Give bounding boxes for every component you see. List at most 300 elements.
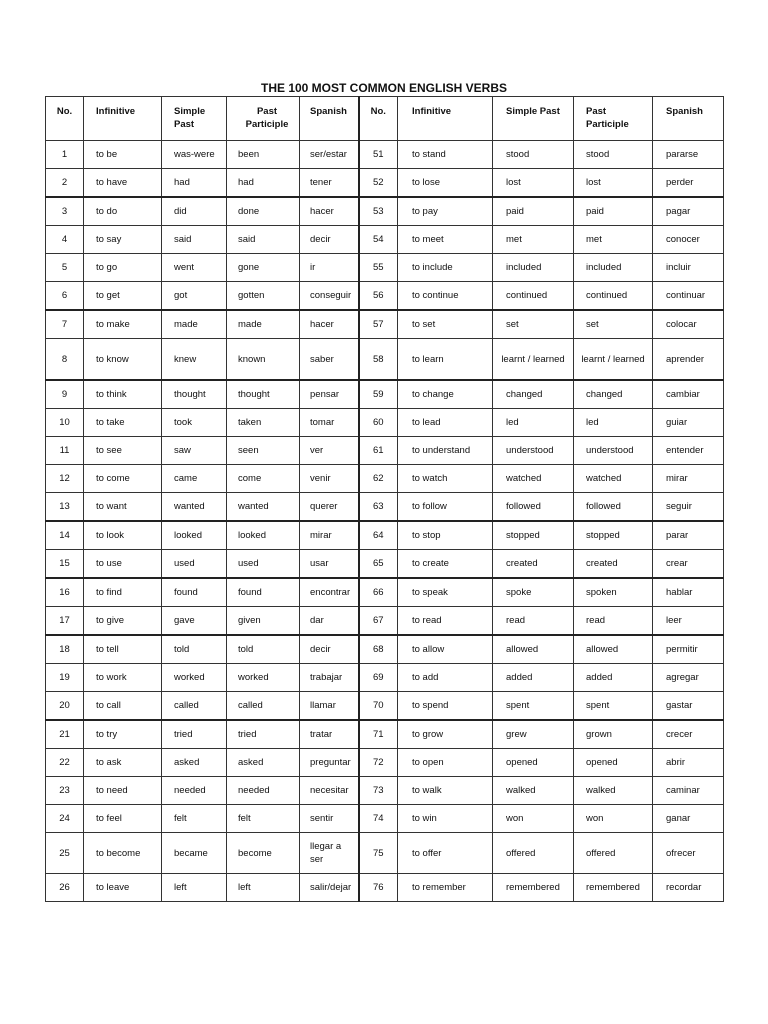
verb-number: 2	[46, 169, 84, 198]
verb-simple-past: changed	[493, 380, 574, 409]
verb-simple-past: stopped	[493, 521, 574, 550]
verb-spanish: tener	[300, 169, 359, 198]
table-row	[46, 578, 724, 607]
verb-spanish: ir	[300, 254, 359, 282]
verb-number: 71	[359, 720, 398, 749]
verb-past-participle: spent	[574, 692, 653, 721]
verb-infinitive: to work	[84, 664, 162, 692]
verb-spanish: entender	[653, 437, 724, 465]
verb-spanish: conocer	[653, 226, 724, 254]
table-row	[46, 607, 724, 636]
table-row	[46, 282, 724, 311]
verb-spanish: perder	[653, 169, 724, 198]
verb-number: 65	[359, 550, 398, 579]
verb-past-participle: tried	[227, 720, 300, 749]
verb-infinitive: to go	[84, 254, 162, 282]
verb-spanish: salir/dejar	[300, 874, 359, 902]
table-row	[46, 692, 724, 721]
verb-infinitive: to speak	[398, 578, 493, 607]
verb-number: 18	[46, 635, 84, 664]
verb-simple-past: tried	[162, 720, 227, 749]
verb-infinitive: to be	[84, 141, 162, 169]
verb-spanish: tomar	[300, 409, 359, 437]
verb-number: 19	[46, 664, 84, 692]
verb-simple-past: did	[162, 197, 227, 226]
verb-infinitive: to want	[84, 493, 162, 522]
verb-number: 60	[359, 409, 398, 437]
verb-infinitive: to tell	[84, 635, 162, 664]
document-title: THE 100 MOST COMMON ENGLISH VERBS	[260, 81, 508, 95]
verb-past-participle: left	[227, 874, 300, 902]
verb-past-participle: had	[227, 169, 300, 198]
verb-simple-past: remembered	[493, 874, 574, 902]
verb-infinitive: to see	[84, 437, 162, 465]
table-row	[46, 254, 724, 282]
verb-past-participle: read	[574, 607, 653, 636]
table-row	[46, 493, 724, 522]
verb-number: 56	[359, 282, 398, 311]
verb-number: 53	[359, 197, 398, 226]
verb-spanish: continuar	[653, 282, 724, 311]
verb-past-participle: become	[227, 833, 300, 874]
verb-past-participle: worked	[227, 664, 300, 692]
verb-number: 75	[359, 833, 398, 874]
verb-number: 74	[359, 805, 398, 833]
verb-past-participle: walked	[574, 777, 653, 805]
verb-simple-past: created	[493, 550, 574, 579]
verb-past-participle: learnt / learned	[574, 339, 653, 381]
verb-number: 68	[359, 635, 398, 664]
verb-simple-past: spent	[493, 692, 574, 721]
verb-number: 8	[46, 339, 84, 381]
verb-infinitive: to lose	[398, 169, 493, 198]
verb-simple-past: met	[493, 226, 574, 254]
verb-number: 58	[359, 339, 398, 381]
verb-past-participle: found	[227, 578, 300, 607]
verb-past-participle: watched	[574, 465, 653, 493]
verb-simple-past: used	[162, 550, 227, 579]
verb-past-participle: made	[227, 310, 300, 339]
verb-past-participle: needed	[227, 777, 300, 805]
verb-infinitive: to grow	[398, 720, 493, 749]
verb-number: 54	[359, 226, 398, 254]
table-row	[46, 833, 724, 874]
verb-past-participle: known	[227, 339, 300, 381]
verb-spanish: encontrar	[300, 578, 359, 607]
verb-infinitive: to follow	[398, 493, 493, 522]
header-no: No.	[46, 97, 84, 141]
verb-simple-past: found	[162, 578, 227, 607]
verb-spanish: sentir	[300, 805, 359, 833]
table-row	[46, 664, 724, 692]
verb-simple-past: felt	[162, 805, 227, 833]
table-row	[46, 197, 724, 226]
verb-infinitive: to become	[84, 833, 162, 874]
verb-simple-past: added	[493, 664, 574, 692]
verb-spanish: ver	[300, 437, 359, 465]
verb-spanish: ganar	[653, 805, 724, 833]
verb-number: 72	[359, 749, 398, 777]
verb-past-participle: allowed	[574, 635, 653, 664]
verb-infinitive: to lead	[398, 409, 493, 437]
verb-number: 7	[46, 310, 84, 339]
verb-number: 73	[359, 777, 398, 805]
verb-infinitive: to set	[398, 310, 493, 339]
verb-simple-past: called	[162, 692, 227, 721]
verb-number: 70	[359, 692, 398, 721]
verb-simple-past: lost	[493, 169, 574, 198]
table-row	[46, 550, 724, 579]
verb-spanish: pagar	[653, 197, 724, 226]
verb-number: 5	[46, 254, 84, 282]
header-infinitive-2: Infinitive	[398, 97, 493, 141]
verb-past-participle: opened	[574, 749, 653, 777]
verb-spanish: hablar	[653, 578, 724, 607]
verb-simple-past: paid	[493, 197, 574, 226]
verb-infinitive: to stand	[398, 141, 493, 169]
verb-infinitive: to ask	[84, 749, 162, 777]
verb-simple-past: spoke	[493, 578, 574, 607]
verb-number: 69	[359, 664, 398, 692]
verb-number: 20	[46, 692, 84, 721]
verb-spanish: saber	[300, 339, 359, 381]
verb-simple-past: looked	[162, 521, 227, 550]
verb-spanish: venir	[300, 465, 359, 493]
table-row	[46, 720, 724, 749]
verb-infinitive: to create	[398, 550, 493, 579]
verb-spanish: querer	[300, 493, 359, 522]
verb-simple-past: wanted	[162, 493, 227, 522]
verb-simple-past: made	[162, 310, 227, 339]
verb-simple-past: was-were	[162, 141, 227, 169]
verb-past-participle: felt	[227, 805, 300, 833]
verb-infinitive: to take	[84, 409, 162, 437]
verb-number: 3	[46, 197, 84, 226]
verb-spanish: llamar	[300, 692, 359, 721]
verb-infinitive: to spend	[398, 692, 493, 721]
verb-infinitive: to leave	[84, 874, 162, 902]
verb-infinitive: to try	[84, 720, 162, 749]
verb-past-participle: set	[574, 310, 653, 339]
verb-spanish: trabajar	[300, 664, 359, 692]
verb-simple-past: opened	[493, 749, 574, 777]
verb-past-participle: lost	[574, 169, 653, 198]
verb-simple-past: said	[162, 226, 227, 254]
verb-simple-past: saw	[162, 437, 227, 465]
verb-past-participle: said	[227, 226, 300, 254]
verb-number: 4	[46, 226, 84, 254]
verb-simple-past: went	[162, 254, 227, 282]
verb-infinitive: to have	[84, 169, 162, 198]
table-row	[46, 874, 724, 902]
verb-number: 23	[46, 777, 84, 805]
verb-infinitive: to win	[398, 805, 493, 833]
header-spanish-2: Spanish	[653, 97, 724, 141]
verb-simple-past: needed	[162, 777, 227, 805]
header-simple-past-2: Simple Past	[493, 97, 574, 141]
table-body	[46, 141, 724, 902]
verb-number: 67	[359, 607, 398, 636]
table-header-row	[46, 97, 724, 141]
verb-infinitive: to pay	[398, 197, 493, 226]
verb-number: 24	[46, 805, 84, 833]
verb-past-participle: changed	[574, 380, 653, 409]
table-row	[46, 437, 724, 465]
verb-simple-past: read	[493, 607, 574, 636]
verb-spanish: aprender	[653, 339, 724, 381]
verb-past-participle: paid	[574, 197, 653, 226]
verb-spanish: recordar	[653, 874, 724, 902]
verb-simple-past: followed	[493, 493, 574, 522]
verb-past-participle: given	[227, 607, 300, 636]
verb-spanish: permitir	[653, 635, 724, 664]
verb-infinitive: to know	[84, 339, 162, 381]
verb-number: 26	[46, 874, 84, 902]
verb-number: 62	[359, 465, 398, 493]
verb-past-participle: taken	[227, 409, 300, 437]
verb-infinitive: to open	[398, 749, 493, 777]
verb-infinitive: to include	[398, 254, 493, 282]
verb-infinitive: to learn	[398, 339, 493, 381]
header-infinitive: Infinitive	[84, 97, 162, 141]
verb-simple-past: took	[162, 409, 227, 437]
verb-infinitive: to feel	[84, 805, 162, 833]
verb-infinitive: to say	[84, 226, 162, 254]
verb-past-participle: looked	[227, 521, 300, 550]
verb-number: 21	[46, 720, 84, 749]
verb-past-participle: done	[227, 197, 300, 226]
verb-past-participle: grown	[574, 720, 653, 749]
table-row	[46, 465, 724, 493]
verb-spanish: abrir	[653, 749, 724, 777]
verb-number: 15	[46, 550, 84, 579]
verb-number: 6	[46, 282, 84, 311]
header-past-participle-2: Past Participle	[574, 97, 653, 141]
verb-number: 11	[46, 437, 84, 465]
verb-simple-past: included	[493, 254, 574, 282]
verb-spanish: preguntar	[300, 749, 359, 777]
verb-number: 76	[359, 874, 398, 902]
verb-simple-past: walked	[493, 777, 574, 805]
table-row	[46, 521, 724, 550]
verbs-table	[45, 96, 724, 902]
verb-spanish: crecer	[653, 720, 724, 749]
verb-infinitive: to remember	[398, 874, 493, 902]
table-row	[46, 226, 724, 254]
verb-number: 16	[46, 578, 84, 607]
verb-infinitive: to meet	[398, 226, 493, 254]
verb-simple-past: became	[162, 833, 227, 874]
verb-simple-past: watched	[493, 465, 574, 493]
verb-infinitive: to do	[84, 197, 162, 226]
verb-simple-past: left	[162, 874, 227, 902]
verb-past-participle: led	[574, 409, 653, 437]
verb-number: 51	[359, 141, 398, 169]
verb-number: 22	[46, 749, 84, 777]
table-row	[46, 169, 724, 198]
verb-past-participle: continued	[574, 282, 653, 311]
verb-simple-past: led	[493, 409, 574, 437]
verb-spanish: ofrecer	[653, 833, 724, 874]
verb-number: 14	[46, 521, 84, 550]
verb-infinitive: to walk	[398, 777, 493, 805]
verb-past-participle: used	[227, 550, 300, 579]
table-row	[46, 380, 724, 409]
verb-past-participle: offered	[574, 833, 653, 874]
verb-infinitive: to use	[84, 550, 162, 579]
verb-simple-past: worked	[162, 664, 227, 692]
verb-spanish: pararse	[653, 141, 724, 169]
verb-number: 66	[359, 578, 398, 607]
verb-infinitive: to add	[398, 664, 493, 692]
verb-simple-past: told	[162, 635, 227, 664]
verb-spanish: cambiar	[653, 380, 724, 409]
verb-simple-past: won	[493, 805, 574, 833]
table-row	[46, 310, 724, 339]
table-row	[46, 749, 724, 777]
verb-simple-past: learnt / learned	[493, 339, 574, 381]
verb-spanish: mirar	[300, 521, 359, 550]
verb-past-participle: remembered	[574, 874, 653, 902]
verb-simple-past: knew	[162, 339, 227, 381]
table-row	[46, 339, 724, 381]
verb-number: 63	[359, 493, 398, 522]
verb-past-participle: wanted	[227, 493, 300, 522]
table-row	[46, 777, 724, 805]
verb-simple-past: got	[162, 282, 227, 311]
verb-simple-past: came	[162, 465, 227, 493]
verb-past-participle: won	[574, 805, 653, 833]
verb-past-participle: been	[227, 141, 300, 169]
verb-past-participle: met	[574, 226, 653, 254]
verb-past-participle: gotten	[227, 282, 300, 311]
verb-spanish: pensar	[300, 380, 359, 409]
verb-spanish: ser/estar	[300, 141, 359, 169]
table-row	[46, 409, 724, 437]
verb-spanish: hacer	[300, 197, 359, 226]
verb-number: 55	[359, 254, 398, 282]
table-row	[46, 805, 724, 833]
header-spanish: Spanish	[300, 97, 359, 141]
verb-simple-past: allowed	[493, 635, 574, 664]
verb-infinitive: to make	[84, 310, 162, 339]
verb-simple-past: grew	[493, 720, 574, 749]
verb-spanish: necesitar	[300, 777, 359, 805]
verb-past-participle: thought	[227, 380, 300, 409]
verb-infinitive: to call	[84, 692, 162, 721]
verb-infinitive: to find	[84, 578, 162, 607]
verb-spanish: decir	[300, 226, 359, 254]
verb-infinitive: to continue	[398, 282, 493, 311]
verb-past-participle: told	[227, 635, 300, 664]
verb-infinitive: to get	[84, 282, 162, 311]
verb-simple-past: stood	[493, 141, 574, 169]
verb-past-participle: created	[574, 550, 653, 579]
header-past-participle: Past Participle	[227, 97, 300, 141]
verb-number: 25	[46, 833, 84, 874]
verb-number: 57	[359, 310, 398, 339]
verb-simple-past: had	[162, 169, 227, 198]
verb-spanish: decir	[300, 635, 359, 664]
verb-simple-past: set	[493, 310, 574, 339]
verb-spanish: mirar	[653, 465, 724, 493]
verb-infinitive: to look	[84, 521, 162, 550]
verb-infinitive: to watch	[398, 465, 493, 493]
header-simple-past: Simple Past	[162, 97, 227, 141]
verb-number: 17	[46, 607, 84, 636]
verb-number: 13	[46, 493, 84, 522]
verb-spanish: hacer	[300, 310, 359, 339]
verb-spanish: guiar	[653, 409, 724, 437]
verb-spanish: gastar	[653, 692, 724, 721]
verb-past-participle: asked	[227, 749, 300, 777]
verb-infinitive: to offer	[398, 833, 493, 874]
verb-number: 12	[46, 465, 84, 493]
verb-number: 61	[359, 437, 398, 465]
verb-spanish: caminar	[653, 777, 724, 805]
verb-infinitive: to stop	[398, 521, 493, 550]
table-row	[46, 635, 724, 664]
verb-simple-past: gave	[162, 607, 227, 636]
verb-spanish: agregar	[653, 664, 724, 692]
verb-spanish: colocar	[653, 310, 724, 339]
verb-past-participle: spoken	[574, 578, 653, 607]
verb-spanish: leer	[653, 607, 724, 636]
verb-infinitive: to allow	[398, 635, 493, 664]
verb-spanish: dar	[300, 607, 359, 636]
verb-infinitive: to change	[398, 380, 493, 409]
verb-infinitive: to read	[398, 607, 493, 636]
verb-infinitive: to give	[84, 607, 162, 636]
verb-past-participle: stopped	[574, 521, 653, 550]
verb-infinitive: to understand	[398, 437, 493, 465]
verb-simple-past: thought	[162, 380, 227, 409]
verb-past-participle: gone	[227, 254, 300, 282]
verb-past-participle: added	[574, 664, 653, 692]
verb-past-participle: come	[227, 465, 300, 493]
verb-spanish: llegar a ser	[300, 833, 359, 874]
verb-spanish: incluir	[653, 254, 724, 282]
verb-spanish: conseguir	[300, 282, 359, 311]
verb-simple-past: understood	[493, 437, 574, 465]
verb-infinitive: to need	[84, 777, 162, 805]
verb-simple-past: continued	[493, 282, 574, 311]
verb-simple-past: asked	[162, 749, 227, 777]
verb-number: 1	[46, 141, 84, 169]
verb-number: 9	[46, 380, 84, 409]
verb-spanish: usar	[300, 550, 359, 579]
header-no-2: No.	[359, 97, 398, 141]
verb-number: 52	[359, 169, 398, 198]
verb-past-participle: called	[227, 692, 300, 721]
verb-simple-past: offered	[493, 833, 574, 874]
verb-past-participle: stood	[574, 141, 653, 169]
verb-spanish: crear	[653, 550, 724, 579]
verb-past-participle: understood	[574, 437, 653, 465]
table-row	[46, 141, 724, 169]
verb-spanish: seguir	[653, 493, 724, 522]
verb-past-participle: followed	[574, 493, 653, 522]
verb-number: 59	[359, 380, 398, 409]
verb-past-participle: included	[574, 254, 653, 282]
verb-infinitive: to come	[84, 465, 162, 493]
verb-number: 64	[359, 521, 398, 550]
verb-infinitive: to think	[84, 380, 162, 409]
verb-spanish: tratar	[300, 720, 359, 749]
verb-past-participle: seen	[227, 437, 300, 465]
verb-spanish: parar	[653, 521, 724, 550]
verb-number: 10	[46, 409, 84, 437]
